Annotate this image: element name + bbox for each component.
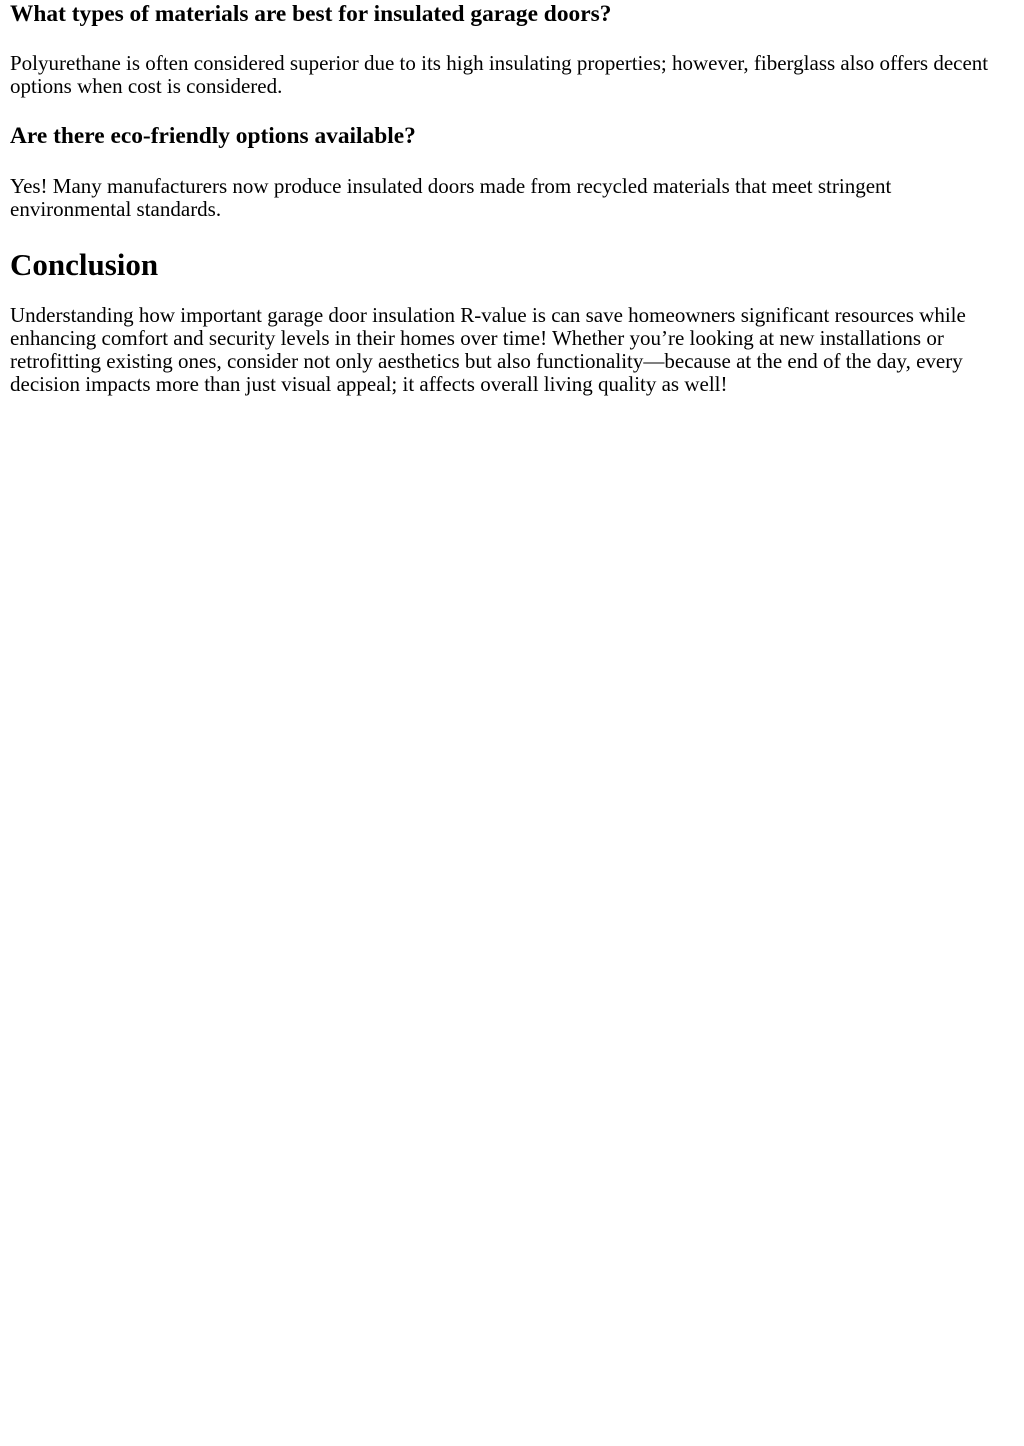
faq-answer-eco-friendly: Yes! Many manufacturers now produce insulated doors made from recycled materials that meet stringent environmental standards. [10,173,892,221]
article-content [0,0,1024,396]
faq-answer-materials: Polyurethane is often considered superior due to its high insulating properties; however, fiberglass also offers decent options when cost is considered. [10,50,989,98]
faq-question-materials: What types of materials are best for insulated garage doors? [10,1,612,27]
conclusion-paragraph: Understanding how important garage door insulation R-value is can save homeowners significant resources while enhancing comfort and security levels in their homes over time! Whether you’re looking at new installations or retrofitting existing ones, consider not only aesthetics but also functionality—because at the end of the day, every decision impacts more than just visual appeal; it affects overall living quality as well! [10,303,966,397]
conclusion-heading: Conclusion [10,246,159,282]
faq-question-eco-friendly: Are there eco-friendly options available? [10,122,416,149]
